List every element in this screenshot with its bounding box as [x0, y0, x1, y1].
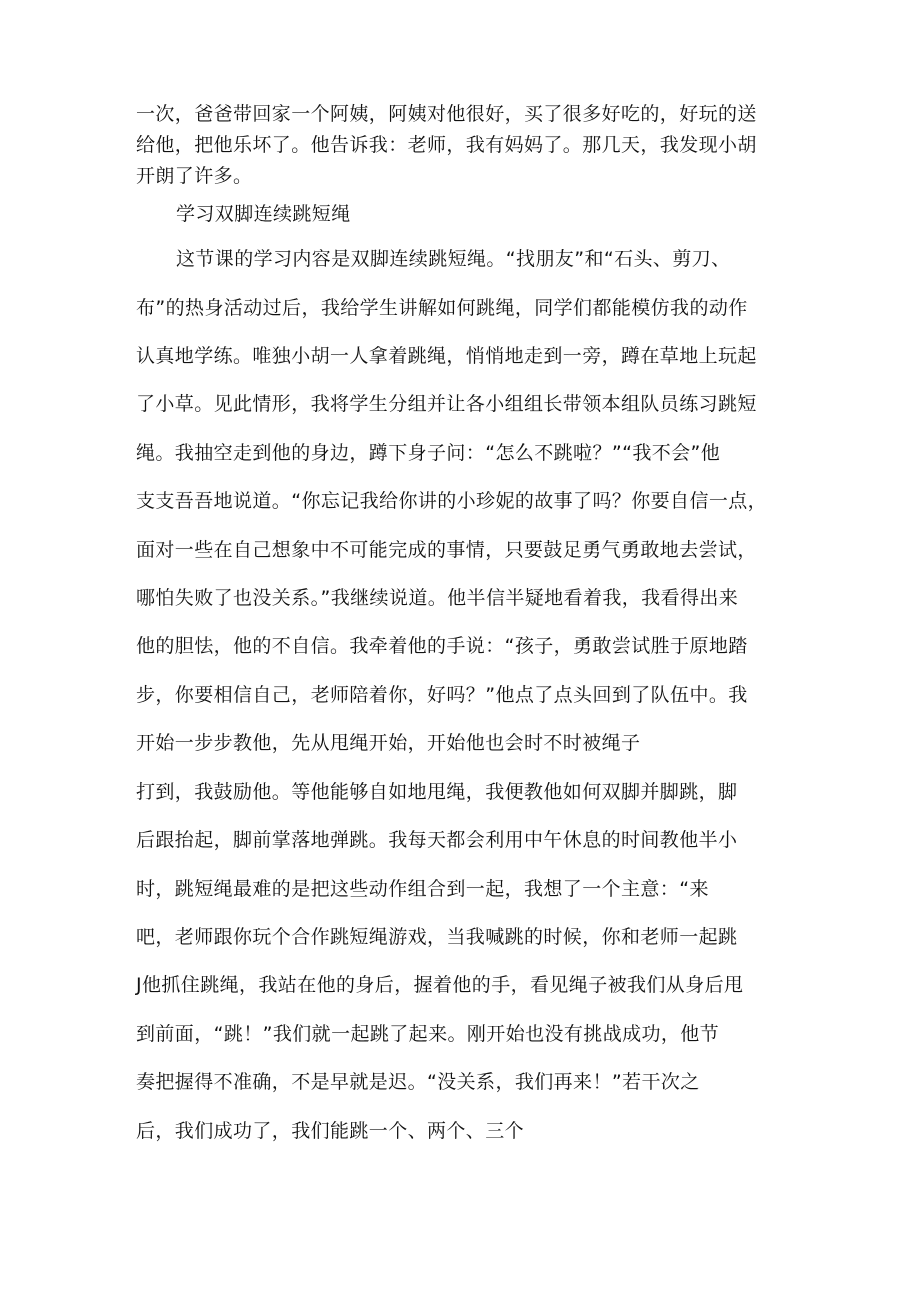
paragraph-line: 时，跳短绳最难的是把这些动作组合到一起，我想了一个主意：“来: [136, 878, 709, 900]
paragraph-line: 支支吾吾地说道。“你忘记我给你讲的小珍妮的故事了吗？你要自信一点，: [136, 490, 768, 512]
paragraph-line: 哪怕失败了也没关系。”我继续说道。他半信半疑地看着我，我看得出来: [136, 587, 739, 609]
paragraph-line: 到前面，“跳！”我们就一起跳了起来。刚开始也没有挑战成功，他节: [136, 1023, 720, 1045]
paragraph-line: 打到，我鼓励他。等他能够自如地甩绳，我便教他如何双脚并脚跳，脚: [136, 781, 738, 803]
paragraph-line: 后，我们成功了，我们能跳一个、两个、三个: [136, 1120, 525, 1142]
paragraph-line: J他抓住跳绳，我站在他的身后，握着他的手，看见绳子被我们从身后甩: [136, 974, 744, 996]
paragraph-line: 吧，老师跟你玩个合作跳短绳游戏，当我喊跳的时候，你和老师一起跳: [136, 926, 738, 948]
paragraph-line: 这节课的学习内容是双脚连续跳短绳。“找朋友”和“石头、剪刀、: [176, 248, 731, 270]
paragraph-line: 开始一步步教他，先从甩绳开始，开始他也会时不时被绳子: [136, 732, 641, 754]
paragraph-line: 开朗了许多。: [136, 165, 253, 187]
paragraph-line: 一次，爸爸带回家一个阿姨，阿姨对他很好，买了很多好吃的，好玩的送: [136, 103, 757, 125]
paragraph-line: 面对一些在自己想象中不可能完成的事情，只要鼓足勇气勇敢地去尝试，: [136, 539, 757, 561]
paragraph-line: 认真地学练。唯独小胡一人拿着跳绳，悄悄地走到一旁，蹲在草地上玩起: [136, 345, 757, 367]
paragraph-line: 布”的热身活动过后，我给学生讲解如何跳绳，同学们都能模仿我的动作: [136, 297, 748, 319]
paragraph-line: 给他，把他乐坏了。他告诉我：老师，我有妈妈了。那几天，我发现小胡: [136, 134, 757, 156]
section-title: 学习双脚连续跳短绳: [176, 203, 351, 225]
paragraph-line: 他的胆怯，他的不自信。我牵着他的手说：“孩子，勇敢尝试胜于原地踏: [136, 635, 748, 657]
paragraph-line: 了小草。见此情形，我将学生分组并让各小组组长带领本组队员练习跳短: [136, 393, 757, 415]
paragraph-line: 奏把握得不准确，不是早就是迟。“没关系，我们再来！”若干次之: [136, 1071, 700, 1093]
paragraph-line: 后跟抬起，脚前掌落地弹跳。我每天都会利用中午休息的时间教他半小: [136, 829, 738, 851]
paragraph-line: 绳。我抽空走到他的身边，蹲下身子问：“怎么不跳啦？”“我不会”他: [136, 442, 721, 464]
paragraph-line: 步，你要相信自己，老师陪着你，好吗？”他点了点头回到了队伍中。我: [136, 684, 748, 706]
